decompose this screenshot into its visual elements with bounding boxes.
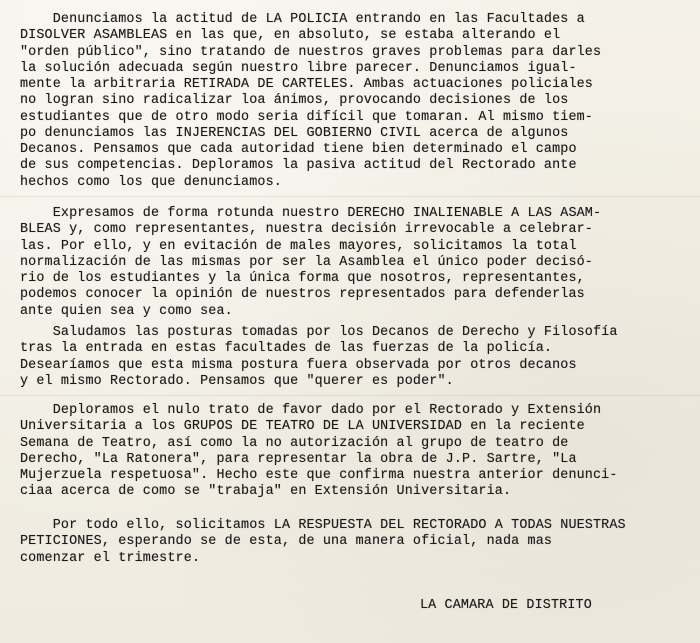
text-line: BLEAS y, como representantes, nuestra decisión irrevocable a celebrar-	[20, 222, 593, 238]
text-line: po denunciamos las INJERENCIAS DEL GOBIERNO CIVIL acerca de algunos	[20, 125, 569, 141]
signature: LA CAMARA DE DISTRITO	[420, 598, 592, 613]
text-line: Derecho, "La Ratonera", para representar la obra de J.P. Sartre, "La	[20, 451, 577, 467]
text-line: de sus competencias. Deploramos la pasiva actitud del Rectorado ante	[20, 158, 577, 174]
text-line: Por todo ello, solicitamos LA RESPUESTA DEL RECTORADO A TODAS NUESTRAS	[20, 518, 626, 533]
paragraph-closing-request	[20, 518, 690, 567]
text-line: "orden público", sino tratando de nuestros graves problemas para darles	[20, 44, 602, 60]
paper-fold-line	[0, 196, 700, 197]
text-line: PETICIONES, esperando se de esta, de una manera oficial, nada mas	[20, 534, 553, 550]
text-line: hechos como los que denunciamos.	[20, 174, 282, 190]
text-line: rio de los estudiantes y la única forma que nosotros, representantes,	[20, 271, 585, 286]
paragraph-police-denunciation	[20, 12, 690, 191]
text-line: podemos conocer la opinión de nuestros representados para defenderlas	[20, 287, 585, 303]
text-line: Denunciamos la actitud de LA POLICIA entrando en las Facultades a	[20, 12, 585, 27]
text-line: tras la entrada en estas facultades de las fuerzas de la policía.	[20, 341, 553, 357]
text-line: Saludamos las posturas tomadas por los Decanos de Derecho y Filosofía	[20, 325, 618, 340]
text-line: ciaa acerca de como se "trabaja" en Extensión Universitaria.	[20, 484, 512, 500]
text-line: DISOLVER ASAMBLEAS en las que, en absoluto, se estaba alterando el	[20, 28, 561, 44]
paragraph-deans-support	[20, 325, 690, 390]
text-line: Semana de Teatro, así como la no autorización al grupo de teatro de	[20, 435, 569, 451]
text-line: Expresamos de forma rotunda nuestro DERECHO INALIENABLE A LAS ASAM-	[20, 206, 602, 221]
text-line: Mujerzuela respetuosa". Hecho este que confirma nuestra anterior denunci-	[20, 468, 618, 483]
paragraph-assembly-rights	[20, 206, 690, 320]
text-line: Desearíamos que esta misma postura fuera observada por otros decanos	[20, 357, 577, 373]
text-line: y el mismo Rectorado. Pensamos que "querer es poder".	[20, 373, 454, 389]
text-line: normalización de las mismas por ser la Asamblea el único poder decisó-	[20, 254, 593, 270]
text-line: ante quien sea y como sea.	[20, 303, 233, 319]
text-line: la solución adecuada según nuestro libre parecer. Denunciamos igual-	[20, 60, 577, 76]
paper-fold-line	[0, 395, 700, 396]
text-line: las. Por ello, y en evitación de males mayores, solicitamos la total	[20, 238, 577, 254]
text-line: mente la arbitraria RETIRADA DE CARTELES. Ambas actuaciones policiales	[20, 77, 593, 92]
text-line: Decanos. Pensamos que cada autoridad tiene bien determinado el campo	[20, 142, 577, 157]
text-line: estudiantes que de otro modo seria difícil que tomaran. Al mismo tiem-	[20, 109, 593, 125]
text-line: comenzar el trimestre.	[20, 550, 201, 566]
paragraph-theatre-groups	[20, 403, 690, 501]
text-line: Universitaria a los GRUPOS DE TEATRO DE LA UNIVERSIDAD en la reciente	[20, 419, 585, 435]
text-line: no logran sino radicalizar loa ánimos, provocando decisiones de los	[20, 93, 569, 109]
text-line: Deploramos el nulo trato de favor dado por el Rectorado y Extensión	[20, 403, 602, 418]
